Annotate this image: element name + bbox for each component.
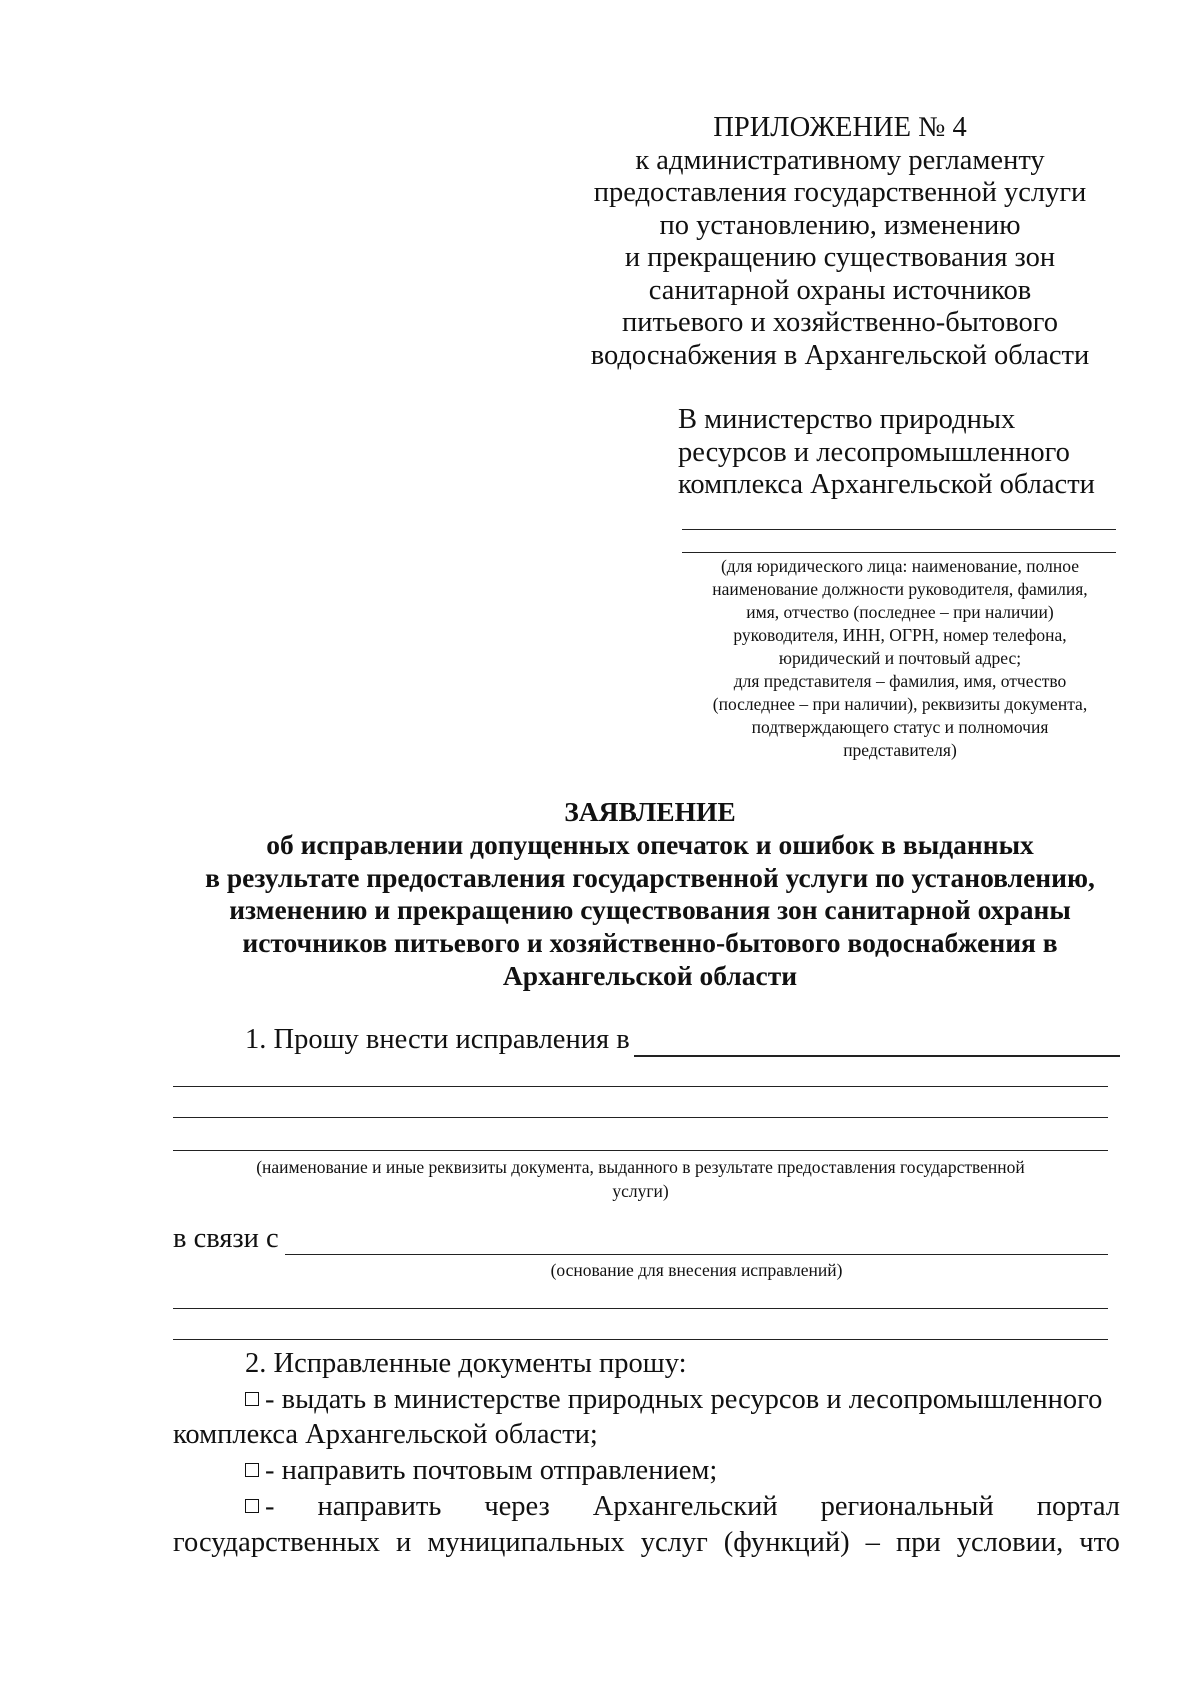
section2-text: 2. Исправленные документы прошу: [245, 1348, 687, 1379]
option-word: направить [317, 1491, 442, 1522]
addressee-line: комплекса Архангельской области [678, 469, 1095, 500]
reason-field-line-2[interactable] [173, 1339, 1108, 1340]
option-label: - выдать в министерстве природных ресурсов и лесопромышленного [265, 1384, 1103, 1415]
document-field-line-2[interactable] [173, 1117, 1108, 1118]
title-line: источников питьевого и хозяйственно-бытового водоснабжения в [242, 927, 1058, 959]
hint-line: имя, отчество (последнее – при наличии) [746, 602, 1054, 622]
reason-field-line-0[interactable] [285, 1254, 1108, 1255]
option-send-by-mail[interactable] [245, 1455, 717, 1487]
applicant-field-line-2[interactable] [682, 552, 1116, 553]
checkbox-icon[interactable] [245, 1392, 259, 1406]
option-send-via-portal-cont [173, 1527, 1120, 1559]
option-word: портал [1036, 1491, 1120, 1522]
option-issue-in-ministry[interactable] [245, 1384, 1102, 1416]
document-hint-line2: услуги) [612, 1181, 669, 1201]
applicant-field-line-1[interactable] [682, 529, 1116, 530]
option-word: через [484, 1491, 550, 1522]
hint-line: (последнее – при наличии), реквизиты документа, [712, 694, 1088, 714]
option-word: Архангельский [592, 1491, 778, 1522]
option-issue-in-ministry-cont [173, 1419, 598, 1451]
appendix-line: по установлению, изменению [659, 209, 1021, 241]
appendix-line: предоставления государственной услуги [593, 177, 1087, 208]
document-field-line-0[interactable] [634, 1055, 1120, 1057]
title-heading: ЗАЯВЛЕНИЕ [564, 796, 736, 827]
appendix-header [560, 112, 1120, 372]
title-line: об исправлении допущенных опечаток и ошибок в выданных [266, 828, 1034, 860]
reason-hint: (основание для внесения исправлений) [550, 1260, 843, 1280]
checkbox-cell[interactable] [245, 1491, 275, 1523]
appendix-line: санитарной охраны источников [648, 274, 1032, 306]
appendix-line: к административному регламенту [635, 144, 1045, 176]
reason-label: в связи с [173, 1223, 279, 1254]
option-word: муниципальных [427, 1527, 625, 1558]
hint-line: подтверждающего статус и полномочия [751, 717, 1049, 737]
option-send-via-portal[interactable] [245, 1491, 1120, 1523]
appendix-line: и прекращению существования зон [624, 242, 1056, 273]
hint-line: (для юридического лица: наименование, полное [720, 556, 1080, 576]
hint-line: представителя) [843, 740, 957, 760]
hint-line: для представителя – фамилия, имя, отчество [733, 671, 1067, 691]
appendix-line: водоснабжения в Архангельской области [590, 339, 1090, 371]
addressee-line: ресурсов и лесопромышленного [678, 436, 1070, 468]
hint-line: руководителя, ИНН, ОГРН, номер телефона, [733, 625, 1067, 645]
appendix-line: питьевого и хозяйственно-бытового [622, 307, 1058, 338]
document-title [160, 796, 1140, 993]
option-word: (функций) [723, 1527, 850, 1558]
hint-line: наименование должности руководителя, фамилия, [712, 579, 1088, 599]
option-word: региональный [820, 1491, 994, 1522]
option-word: - [265, 1491, 275, 1522]
option-word: – [865, 1527, 880, 1558]
document-field-line-3[interactable] [173, 1150, 1108, 1151]
option-word: услуг [640, 1527, 708, 1558]
option-word: что [1079, 1527, 1120, 1558]
document-field-line-1[interactable] [173, 1086, 1108, 1087]
hint-line: юридический и почтовый адрес; [778, 648, 1022, 668]
option-label: - направить почтовым отправлением; [265, 1455, 718, 1486]
addressee-line: В министерство природных [678, 404, 1016, 435]
option-word: государственных [173, 1527, 381, 1558]
option-word: при [895, 1527, 941, 1558]
applicant-hint [670, 555, 1130, 762]
reason-field-line-1[interactable] [173, 1308, 1108, 1309]
document-hint-line1: (наименование и иные реквизиты документа, выданного в результате предоставления государственной [256, 1157, 1025, 1177]
option-word: и [396, 1527, 412, 1558]
section1-text: 1. Прошу внести исправления в [245, 1024, 630, 1055]
title-line: Архангельской области [502, 959, 798, 991]
option-label: комплекса Архангельской области; [173, 1419, 598, 1450]
option-word: условии, [956, 1527, 1064, 1558]
checkbox-icon[interactable] [245, 1463, 259, 1477]
title-line: в результате предоставления государственной услуги по установлению, [205, 861, 1095, 893]
addressee-block [678, 404, 1118, 502]
checkbox-icon[interactable] [245, 1499, 259, 1513]
appendix-line: ПРИЛОЖЕНИЕ № 4 [713, 112, 967, 143]
title-line: изменению и прекращению существования зон санитарной охраны [229, 894, 1071, 926]
